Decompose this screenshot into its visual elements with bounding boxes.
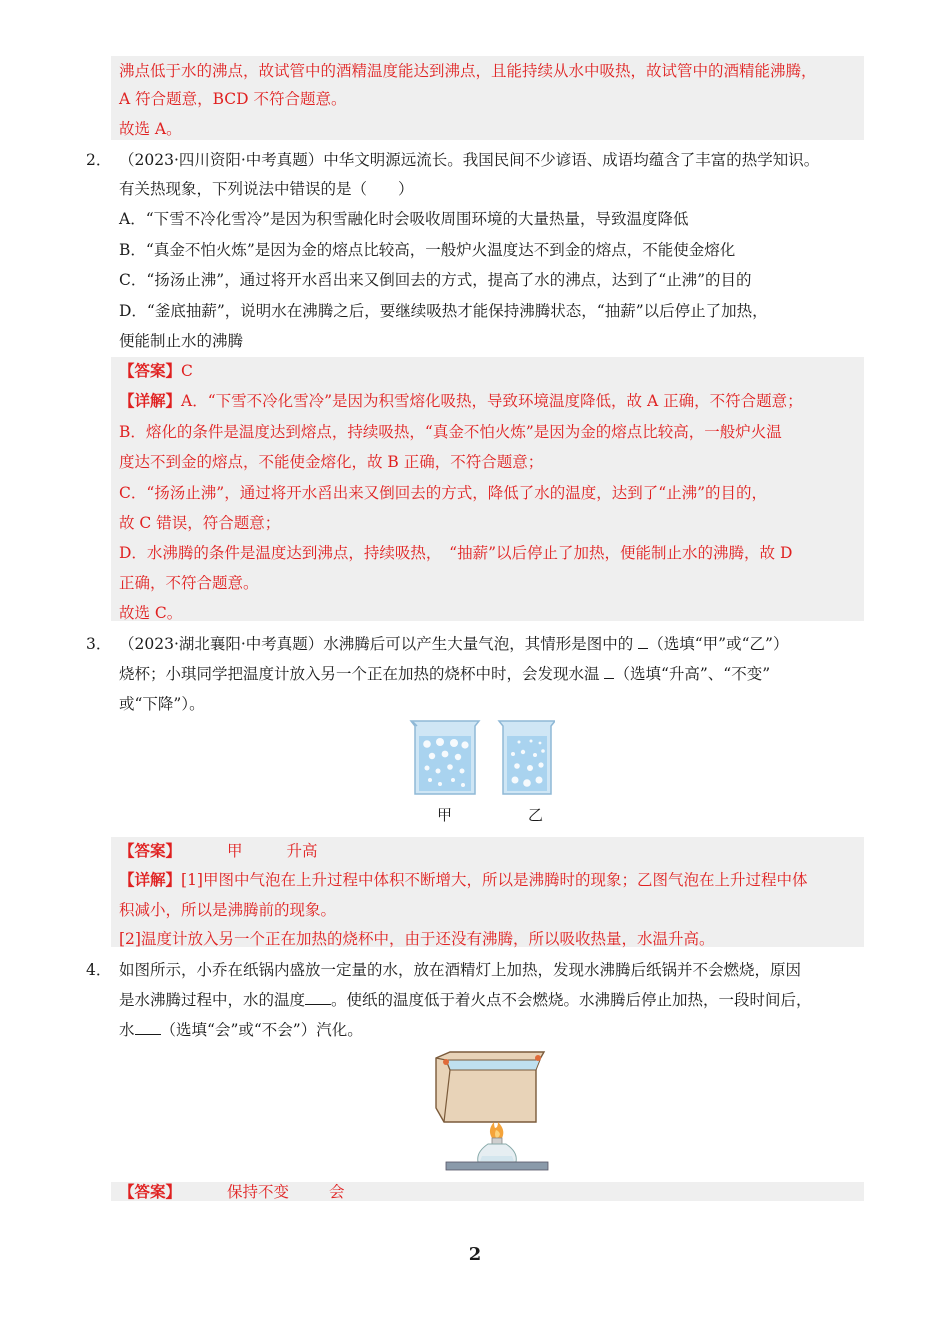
- question-2-option-c: C．“扬汤止沸”，通过将开水舀出来又倒回去的方式，提高了水的沸点，达到了“止沸”的目的: [119, 271, 752, 289]
- stem-text: 是水沸腾过程中，水的温度: [119, 991, 306, 1009]
- stem-text: 水: [119, 1021, 135, 1039]
- detail-tag: 【详解】: [119, 870, 182, 889]
- question-2-stem-line-1: （2023·四川资阳·中考真题）中华文明源远流长。我国民间不少谚语、成语均蕴含了丰富的热学知识。: [119, 151, 820, 169]
- stem-text: （选填“甲”或“乙”）: [648, 635, 789, 653]
- answer-blank[interactable]: [638, 634, 648, 649]
- stem-text: 烧杯；小琪同学把温度计放入另一个正在加热的烧杯中时，会发现水温: [119, 665, 600, 683]
- answer-value-1: 保持不变: [227, 1183, 290, 1201]
- question-2-option-d-line-1: D．“釜底抽薪”，说明水在沸腾之后，要继续吸热才能保持沸腾状态，“抽薪”以后停止了加热，: [119, 302, 768, 320]
- question-2-detail-line-8: 故选 C。: [119, 604, 183, 622]
- detail-text: [1]甲图中气泡在上升过程中体积不断增大，所以是沸腾时的现象；乙图气泡在上升过程中体: [181, 871, 808, 889]
- stem-text: （2023·湖北襄阳·中考真题）水沸腾后可以产生大量气泡，其情形是图中的: [119, 635, 634, 653]
- question-4-answer: [119, 1182, 345, 1202]
- answer-tag: 【答案】: [119, 361, 182, 380]
- question-3-detail-line-1: [119, 870, 807, 890]
- answer-value: C: [181, 362, 193, 380]
- question-2-detail-line-5: 故 C 错误，符合题意；: [119, 514, 281, 532]
- beaker-jia: [411, 721, 479, 794]
- question-2-detail-line-1: [119, 391, 803, 411]
- answer-blank[interactable]: [135, 1020, 161, 1035]
- question-2-option-d-line-2: 便能制止水的沸腾: [119, 332, 244, 350]
- figure-label-yi: 乙: [528, 806, 544, 824]
- answer-tag: 【答案】: [119, 841, 182, 860]
- question-4-stem-line-1: 如图所示，小乔在纸锅内盛放一定量的水，放在酒精灯上加热，发现水沸腾后纸锅并不会燃烧，原因: [119, 961, 802, 979]
- question-4-stem-line-2: [119, 990, 812, 1010]
- answer-tag: 【答案】: [119, 1182, 182, 1201]
- prev-analysis-line-2: A 符合题意，BCD 不符合题意。: [119, 90, 347, 108]
- question-2-detail-line-2: B．熔化的条件是温度达到熔点，持续吸热，“真金不怕火炼”是因为金的熔点比较高，一般炉火温: [119, 423, 782, 441]
- question-2-number: 2．: [86, 151, 112, 169]
- prev-analysis-line-1: 沸点低于水的沸点，故试管中的酒精温度能达到沸点，且能持续从水中吸热，故试管中的酒精能沸腾，: [119, 62, 817, 80]
- question-2-option-b: B．“真金不怕火炼”是因为金的熔点比较高，一般炉火温度达不到金的熔点，不能使金熔化: [119, 241, 736, 259]
- question-2-option-a: A．“下雪不冷化雪冷”是因为积雪融化时会吸收周围环境的大量热量，导致温度降低: [119, 210, 689, 228]
- question-3-stem-line-3: 或“下降”）。: [119, 695, 205, 713]
- question-3-stem-line-1: [119, 634, 788, 654]
- question-4-number: 4．: [86, 961, 112, 979]
- detail-text: A．“下雪不冷化雪冷”是因为积雪熔化吸热，导致环境温度降低，故 A 正确，不符合题意；: [181, 392, 803, 410]
- question-3-answer: [119, 841, 318, 861]
- stem-text: 。使纸的温度低于着火点不会燃烧。水沸腾后停止加热，一段时间后，: [331, 991, 812, 1009]
- question-4-stem-line-3: [119, 1020, 363, 1040]
- question-3-detail-line-3: [2]温度计放入另一个正在加热的烧杯中，由于还没有沸腾，所以吸收热量，水温升高。: [119, 930, 715, 948]
- table-surface: [446, 1162, 548, 1170]
- answer-value-2: 会: [329, 1183, 345, 1201]
- stem-text: （选填“会”或“不会”）汽化。: [160, 1021, 363, 1039]
- alcohol-lamp: [478, 1138, 517, 1162]
- question-3-stem-line-2: [119, 664, 770, 684]
- answer-value-1: 甲: [227, 842, 243, 860]
- answer-value-2: 升高: [286, 842, 318, 860]
- stem-text: （选填“升高”、“不变”: [614, 665, 771, 683]
- question-3-detail-line-2: 积减小，所以是沸腾前的现象。: [119, 901, 337, 919]
- question-2-detail-line-7: 正确，不符合题意。: [119, 574, 259, 592]
- prev-analysis-line-3: 故选 A。: [119, 120, 182, 138]
- paper-pot: [436, 1052, 544, 1122]
- flame: [490, 1122, 503, 1140]
- question-2-detail-line-4: C．“扬汤止沸”，通过将开水舀出来又倒回去的方式，降低了水的温度，达到了“止沸”的目的，: [119, 484, 768, 502]
- paper-pot-figure: [432, 1048, 550, 1172]
- question-3-number: 3．: [86, 635, 112, 653]
- beaker-yi: [499, 721, 555, 794]
- figure-label-jia: 甲: [437, 806, 453, 824]
- page-number: 2: [468, 1244, 482, 1265]
- question-2-detail-line-3: 度达不到金的熔点，不能使金熔化，故 B 正确，不符合题意；: [119, 453, 544, 471]
- answer-blank[interactable]: [604, 664, 614, 679]
- question-2-answer: [119, 361, 193, 381]
- question-2-stem-line-2: 有关热现象，下列说法中错误的是（ ）: [119, 180, 414, 198]
- answer-blank[interactable]: [305, 990, 331, 1005]
- beakers-figure: [405, 718, 555, 798]
- question-2-detail-line-6: D．水沸腾的条件是温度达到沸点，持续吸热， “抽薪”以后停止了加热，便能制止水的沸腾，故 D: [119, 544, 793, 562]
- detail-tag: 【详解】: [119, 391, 182, 410]
